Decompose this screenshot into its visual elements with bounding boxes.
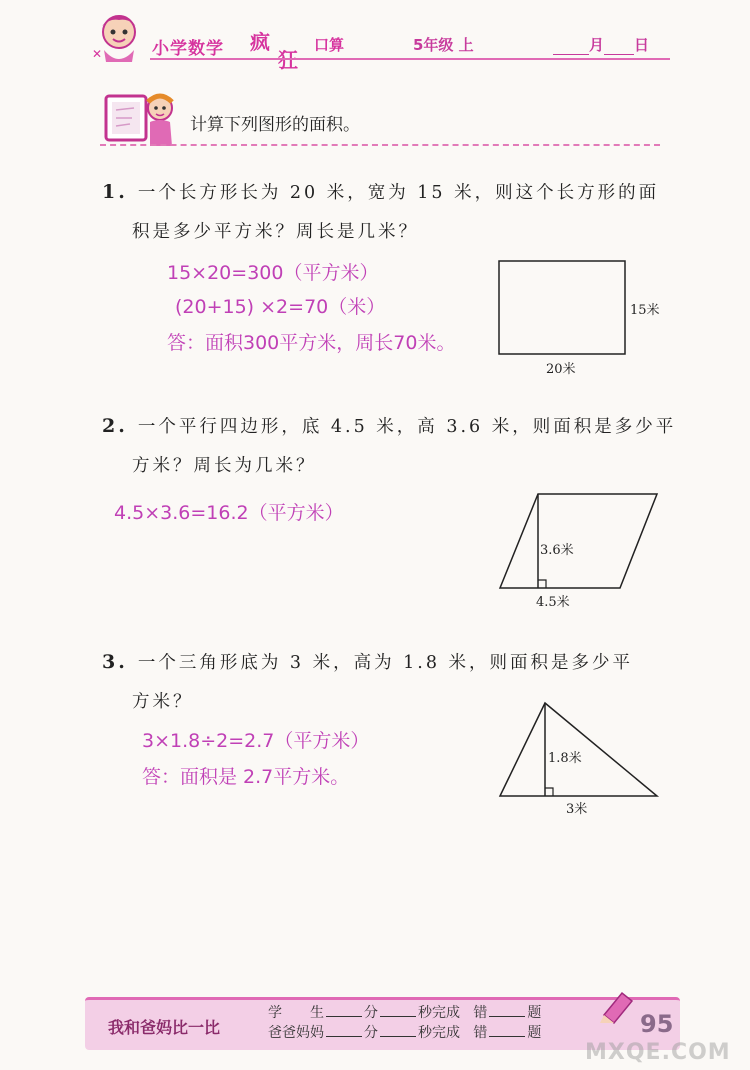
footer-sec-unit-2: 秒完成 — [418, 1025, 460, 1041]
problem-2-text — [102, 408, 676, 445]
footer-parents-label: 爸爸妈妈 — [268, 1025, 324, 1041]
triangle-height-label: 1.8米 — [548, 751, 582, 766]
problem-3-text — [102, 644, 633, 681]
footer-row-student — [268, 1002, 541, 1022]
footer-ti-label-2: 题 — [527, 1025, 542, 1041]
student-wrong-blank[interactable] — [489, 1004, 525, 1017]
problem-1-number: 1. — [102, 181, 128, 203]
pencil-mascot-icon — [598, 985, 638, 1025]
header-date — [553, 34, 649, 55]
parallelogram-shape — [500, 494, 657, 588]
problem-3-answer-2: 答：面积是 2.7平方米。 — [142, 766, 350, 788]
header-oral-calc: 口算 — [314, 36, 345, 54]
parents-sec-blank[interactable] — [380, 1024, 416, 1037]
header-title: 小学数学 — [152, 39, 224, 59]
problem-3-line2: 方米？ — [132, 692, 194, 712]
problem-3-answer-1: 3×1.8÷2=2.7（平方米） — [142, 730, 370, 752]
problem-3-line1: 一个三角形底为 3 米，高为 1.8 米，则面积是多少平 — [137, 653, 634, 673]
parents-wrong-blank[interactable] — [489, 1024, 525, 1037]
problem-1-line1: 一个长方形长为 20 米，宽为 15 米，则这个长方形的面 — [137, 183, 660, 203]
problem-1-answer-2: (20+15) ×2=70（米） — [175, 296, 386, 318]
triangle-figure — [490, 695, 670, 820]
header-crazy-char2: 狂 — [278, 48, 298, 72]
footer-wrong-label-2: 错 — [473, 1025, 488, 1041]
footer-min-unit: 分 — [364, 1005, 378, 1021]
footer-student-label: 学 生 — [268, 1005, 324, 1021]
problem-1-answer-1: 15×20=300（平方米） — [167, 262, 379, 284]
footer-wrong-label: 错 — [473, 1005, 488, 1021]
instruction-text: 计算下列图形的面积。 — [190, 115, 360, 135]
parents-min-blank[interactable] — [326, 1024, 362, 1037]
footer-title: 我和爸妈比一比 — [108, 1018, 221, 1037]
footer-row-parents — [268, 1022, 541, 1042]
day-blank[interactable] — [604, 40, 634, 55]
mascot-logo-icon — [88, 6, 150, 68]
header-divider — [150, 58, 670, 60]
page-number: 95 — [640, 1010, 674, 1038]
problem-3-number: 3. — [102, 651, 128, 673]
footer-ti-label: 题 — [527, 1005, 542, 1021]
month-label: 月 — [589, 36, 605, 54]
problem-1-answer-3: 答：面积300平方米，周长70米。 — [167, 332, 456, 354]
kid-with-board-icon — [100, 88, 180, 150]
month-blank[interactable] — [553, 40, 589, 55]
problem-1-line2: 积是多少平方米？周长是几米？ — [132, 222, 419, 242]
rectangle-base-label: 20米 — [546, 362, 576, 377]
parallelogram-figure — [490, 485, 670, 615]
student-sec-blank[interactable] — [380, 1004, 416, 1017]
problem-1-text — [102, 174, 659, 211]
student-min-blank[interactable] — [326, 1004, 362, 1017]
triangle-base-label: 3米 — [566, 802, 588, 817]
triangle-right-angle-mark — [545, 788, 553, 796]
instruction-divider — [100, 144, 660, 146]
header-crazy-char1: 疯 — [250, 30, 270, 54]
parallelogram-height-label: 3.6米 — [540, 543, 574, 558]
rectangle-side-label: 15米 — [630, 303, 660, 318]
triangle-shape — [500, 703, 657, 796]
parallelogram-base-label: 4.5米 — [536, 595, 570, 610]
footer-min-unit-2: 分 — [364, 1025, 378, 1041]
header-grade: 5年级 上 — [413, 36, 474, 54]
right-angle-mark — [538, 580, 546, 588]
problem-2-line2: 方米？周长为几米？ — [132, 456, 317, 476]
watermark: MXQE.COM — [585, 1040, 731, 1065]
problem-2-answer-1: 4.5×3.6=16.2（平方米） — [114, 502, 344, 524]
svg-text:✕: ✕ — [92, 47, 103, 61]
footer-sec-unit: 秒完成 — [418, 1005, 460, 1021]
day-label: 日 — [634, 36, 650, 54]
problem-2-number: 2. — [102, 415, 128, 437]
problem-2-line1: 一个平行四边形，底 4.5 米，高 3.6 米，则面积是多少平 — [137, 417, 677, 437]
rectangle-figure — [490, 255, 690, 380]
rectangle-shape — [499, 261, 625, 354]
